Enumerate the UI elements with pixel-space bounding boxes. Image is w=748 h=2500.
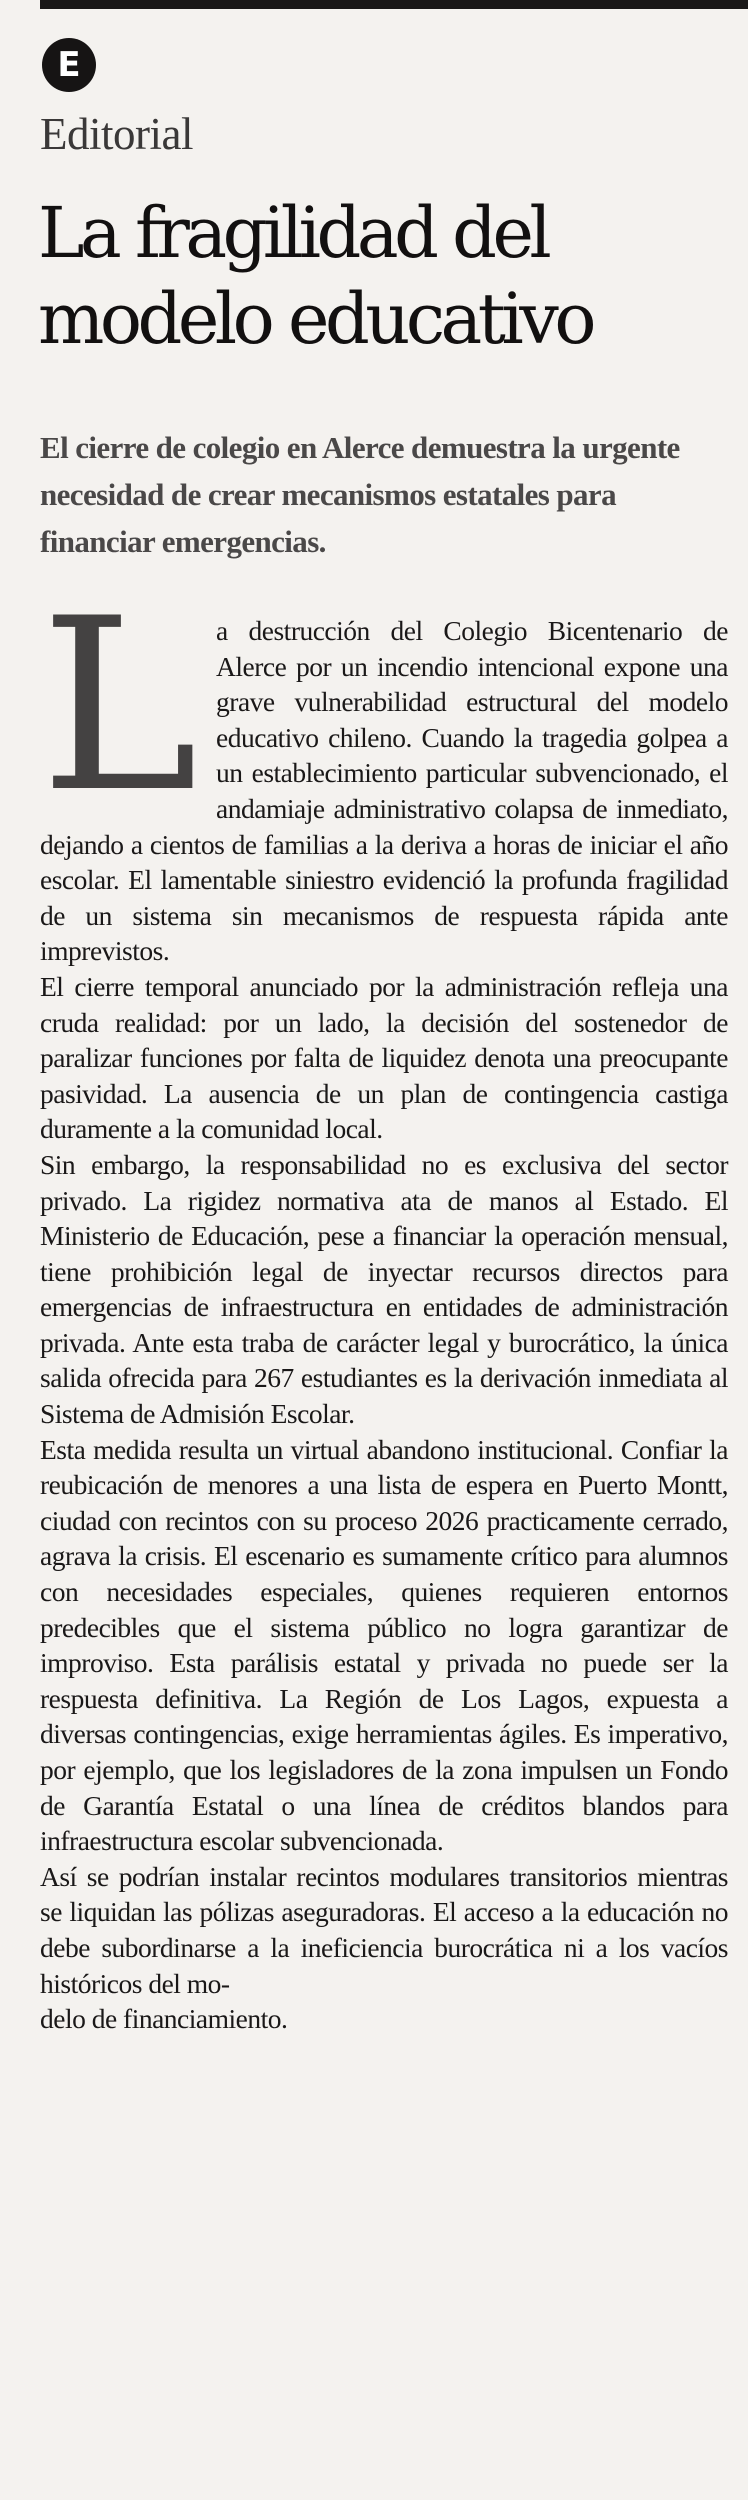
article-closing-line: delo de financiamiento. [40, 2003, 288, 2035]
subheadline: El cierre de colegio en Alerce demuestra la urgente necesidad de crear mecanismos estatales para financiar emergencias. [40, 430, 680, 559]
top-rule [40, 0, 748, 9]
section-badge-icon: E [42, 38, 96, 92]
article-paragraph [40, 568, 728, 969]
headline: La fragilidad del modelo educativo [38, 192, 593, 360]
section-label: Editorial [40, 109, 193, 159]
dropcap: L [40, 568, 199, 845]
article-body [40, 568, 728, 2037]
article-paragraph: Esta medida resulta un virtual abandono institucional. Confiar la reubicación de menores a una lista de espera en Puerto Montt, ciudad con recintos con su proceso 2026 practicamente cerrado, agrava la crisis. El escenario es sumamente crítico para alumnos con necesidades especiales, quienes requieren entornos predecibles que el sistema público no logra garantizar de improviso. Esta parálisis estatal y privada no puede ser la respuesta definitiva. La Región de Los Lagos, expuesta a diversas contingencias, exige herramientas ágiles. Es imperativo, por ejemplo, que los legisladores de la zona impulsen un Fondo de Garantía Estatal o una línea de créditos blandos para infraestructura escolar subvencionada. [40, 1433, 728, 1857]
article-paragraph: Sin embargo, la responsabilidad no es exclusiva del sector privado. La rigidez normativa ata de manos al Estado. El Ministerio de Educación, pese a financiar la operación mensual, tiene prohibición legal de inyectar recursos directos para emergencias de infraestructura en entidades de administración privada. Ante esta traba de carácter legal y burocrático, la única salida ofrecida para 267 estudiantes es la derivación inmediata al Sistema de Admisión Escolar. [40, 1148, 728, 1430]
article-paragraph: Así se podrían instalar recintos modulares transitorios mientras se liquidan las pólizas aseguradoras. El acceso a la educación no debe subordinarse a la ineficiencia burocrática ni a los vacíos históricos del mo- [40, 1860, 728, 1999]
article-paragraph: El cierre temporal anunciado por la administración refleja una cruda realidad: por un lado, la decisión del sostenedor de paralizar funciones por falta de liquidez denota una preocupante pasividad. La ausencia de un plan de contingencia castiga duramente a la comunidad local. [40, 970, 728, 1145]
paragraph-text: a destrucción del Colegio Bicentenario de Alerce por un incendio intencional expone una grave vulnerabilidad estructural del modelo educativo chileno. Cuando la tragedia golpea a un establecimiento particular subvencionado, el andamiaje administrativo colapsa de inmediato, dejando a cientos de familias a la deriva a horas de iniciar el año escolar. El lamentable siniestro evidenció la profunda fragilidad de un sistema sin mecanismos de respuesta rápida ante imprevistos. [40, 615, 728, 967]
